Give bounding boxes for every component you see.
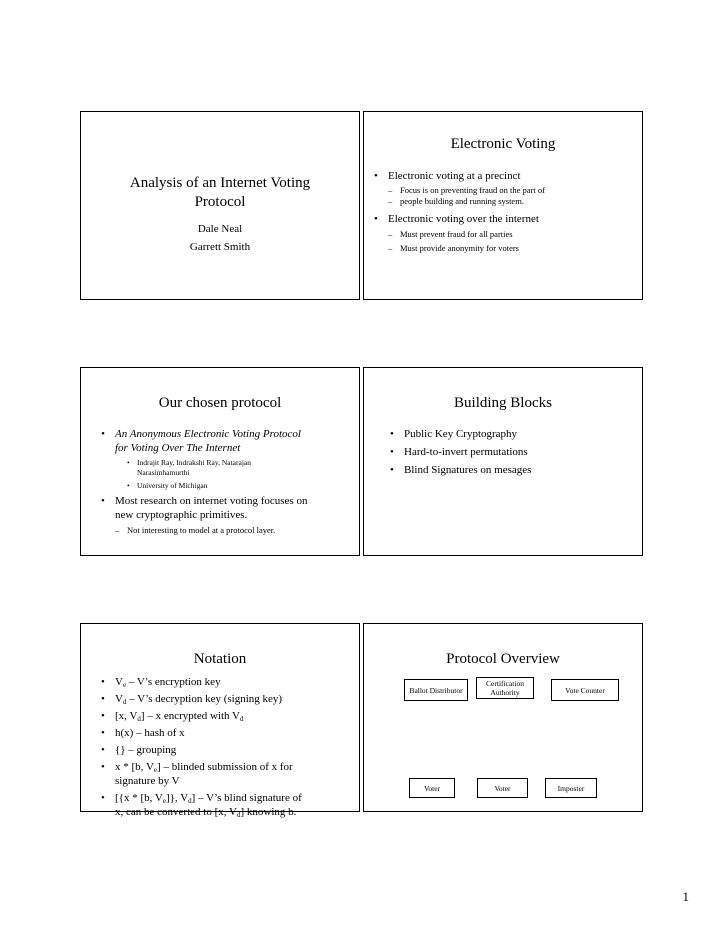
bullet-item: • Public Key Cryptography [390,427,635,441]
sub-bullet-item: – Must prevent fraud for all parties [374,229,636,240]
paper-title-line2: for Voting Over The Internet [115,442,241,454]
paper-title-line1: An Anonymous Electronic Voting Protocol [115,428,301,440]
author-name: Dale Neal [197,223,243,235]
notation-list [101,675,356,819]
notation-item: • $V_e$ – V’s encryption key [101,675,356,689]
presentation-title-line2: Protocol [194,194,246,210]
slide-protocol-overview [363,623,643,812]
certification-authority-box: Certification Authority [476,677,534,699]
notation-item: • {} – grouping [101,743,356,757]
notation-item: • $V_d$ – V’s decryption key (signing key) [101,692,356,706]
sub-bullet-item [101,458,356,478]
voter-box: Voter [409,778,455,798]
notation-item: • x * [b, $V_e$] – blinded submission of x for signature by V [101,760,356,788]
slide-title: Protocol Overview [446,651,560,667]
sub-bullet-item: – Focus is on preventing fraud on the part of [374,185,636,196]
voter-box: Voter [477,778,528,798]
sub-bullet-text: – people building and running system. [400,196,524,206]
bullet-item: • Hard-to-invert permutations [390,445,635,459]
bullet-text-line1: Most research on internet voting focuses on [115,495,308,507]
bullet-item: • Electronic voting at a precinct [374,169,636,183]
imposter-box: Imposter [545,778,597,798]
paper-authors-line1: Indrajit Ray, Indrakshi Ray, Natarajan [137,458,251,467]
slide-chosen-protocol [80,367,360,556]
paper-authors-line2: Narasimhamurthi [137,468,190,477]
bullet-item [101,494,356,522]
bullet-list [390,427,635,477]
page-number: 1 [682,889,689,904]
ballot-distributor-box: Ballot Distributor [404,679,468,701]
bullet-item: • Blind Signatures on mesages [390,463,635,477]
slide-title: Our chosen protocol [158,395,282,411]
vote-counter-box: Vote Counter [551,679,619,701]
sub-bullet-item: • University of Michigan [101,481,356,491]
presentation-title-line1: Analysis of an Internet Voting [129,175,311,191]
author-name: Garrett Smith [189,241,251,253]
slide-title: Electronic Voting [450,136,556,152]
slide-notation [80,623,360,819]
sub-bullet-continuation [374,196,636,207]
slide-title: Building Blocks [454,395,552,411]
bullet-item [101,427,356,455]
notation-item: • [x, $V_d$] – x encrypted with $V_d$ [101,709,356,723]
slide-building-blocks [363,367,643,556]
sub-bullet-item: – Not interesting to model at a protocol layer. [101,525,356,536]
notation-item: • h(x) – hash of x [101,726,356,740]
slide-electronic-voting [363,111,643,300]
bullet-item: • Electronic voting over the internet [374,212,636,226]
slide-title: Notation [193,651,247,667]
sub-bullet-item: – Must provide anonymity for voters [374,243,636,254]
notation-item: • [{x * [b, $V_e$]}, $V_d$] – V’s blind signature of x, can be converted to [x, $V_d$] knowing b. [101,791,356,819]
bullet-text-line2: new cryptographic primitives. [115,509,248,521]
bullet-list [101,427,356,536]
bullet-list [374,169,636,254]
slide-title [80,111,360,300]
